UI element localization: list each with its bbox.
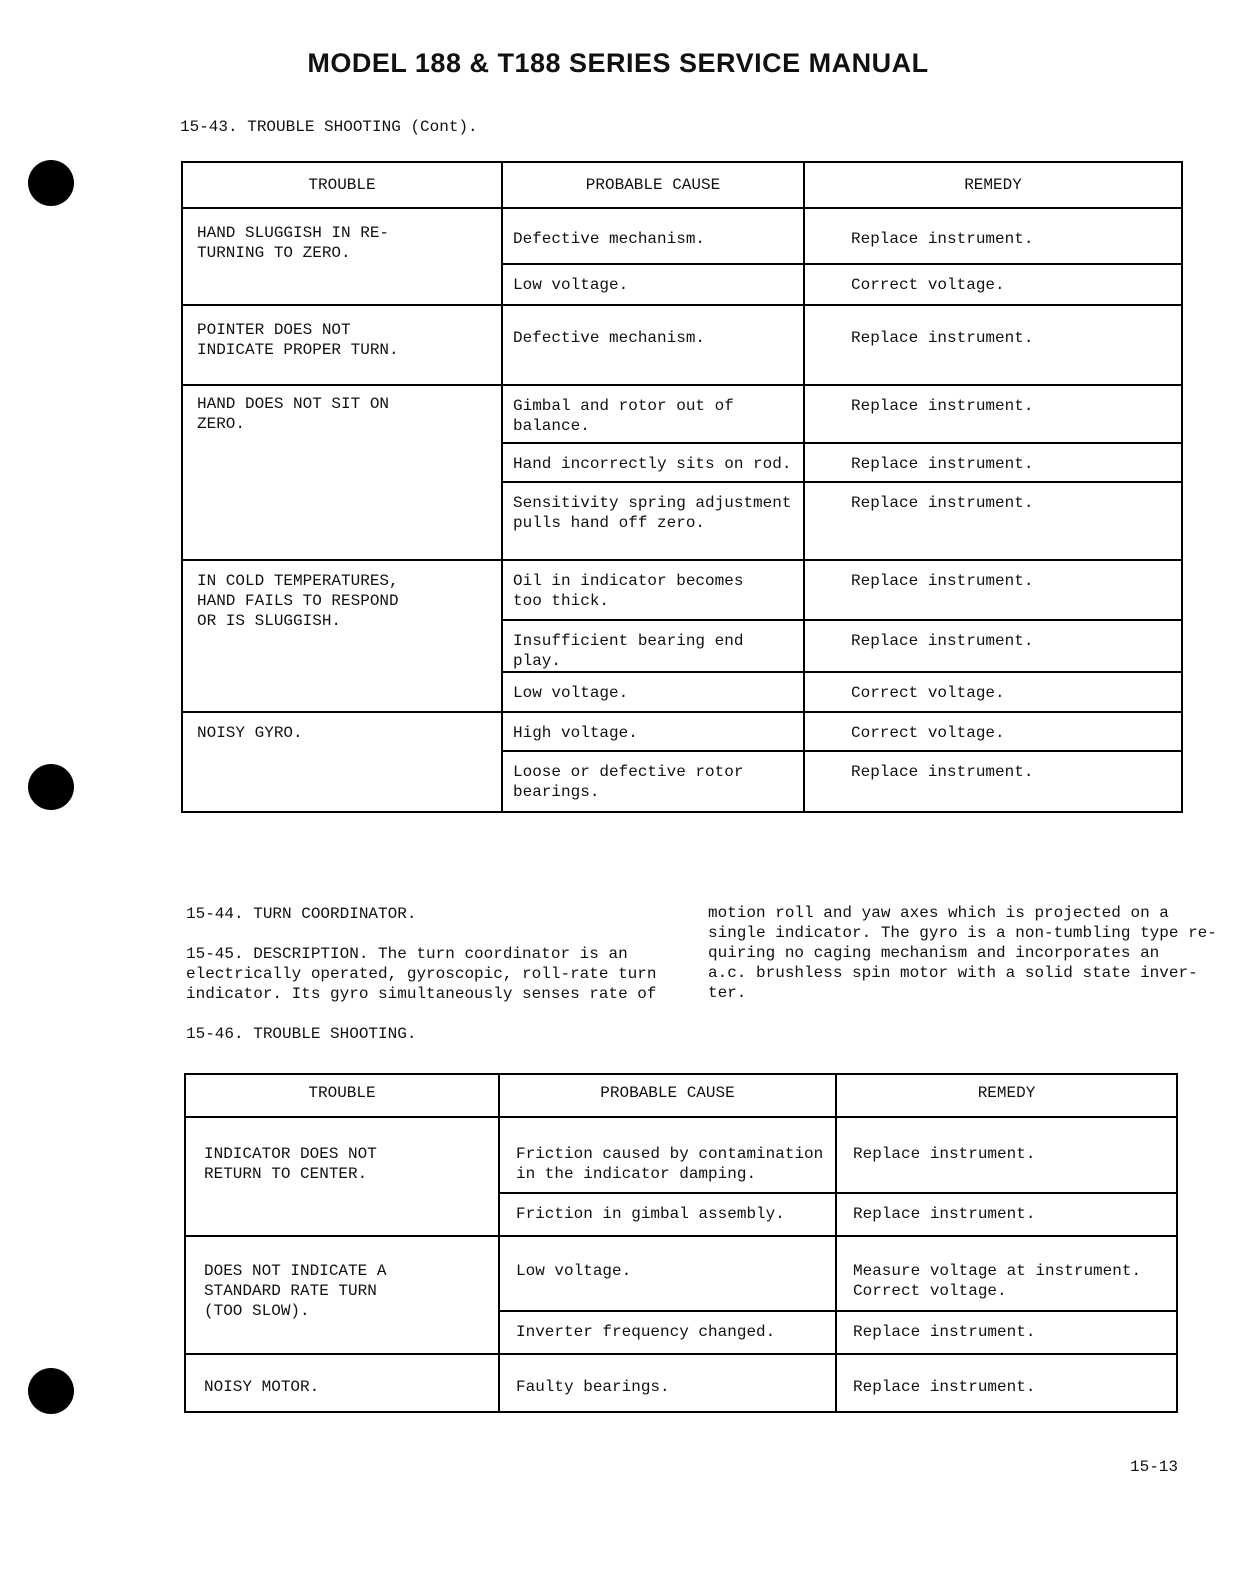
cause-cell: Friction in gimbal assembly.: [499, 1193, 836, 1236]
remedy-cell: Correct voltage.: [804, 264, 1182, 305]
cause-cell: Defective mechanism.: [502, 305, 804, 385]
remedy-cell: Replace instrument.: [804, 443, 1182, 482]
remedy-cell: Replace instrument.: [804, 620, 1182, 672]
cause-cell: Hand incorrectly sits on rod.: [502, 443, 804, 482]
cause-cell: High voltage.: [502, 712, 804, 751]
table-row: [182, 712, 1182, 751]
remedy-cell: Replace instrument.: [804, 385, 1182, 443]
cause-cell: Sensitivity spring adjustment pulls hand off zero.: [502, 482, 804, 560]
remedy-cell: Replace instrument.: [836, 1311, 1177, 1354]
section-heading-15-46: 15-46. TROUBLE SHOOTING.: [186, 1025, 417, 1043]
cause-cell: Inverter frequency changed.: [499, 1311, 836, 1354]
column-header-probable-cause: PROBABLE CAUSE: [499, 1074, 836, 1117]
remedy-cell: Correct voltage.: [804, 672, 1182, 712]
trouble-cell: INDICATOR DOES NOT RETURN TO CENTER.: [185, 1117, 499, 1236]
table-row: [185, 1354, 1177, 1412]
trouble-cell: POINTER DOES NOT INDICATE PROPER TURN.: [182, 305, 502, 385]
binder-hole: [28, 160, 74, 206]
table-row: [182, 385, 1182, 443]
trouble-cell: IN COLD TEMPERATURES, HAND FAILS TO RESPOND OR IS SLUGGISH.: [182, 560, 502, 712]
remedy-cell: Replace instrument.: [804, 482, 1182, 560]
remedy-cell: Correct voltage.: [804, 712, 1182, 751]
trouble-cell: NOISY GYRO.: [182, 712, 502, 812]
remedy-cell: Replace instrument.: [836, 1117, 1177, 1193]
table-header-row: [185, 1074, 1177, 1117]
cause-cell: Insufficient bearing end play.: [502, 620, 804, 672]
binder-hole: [28, 1368, 74, 1414]
trouble-cell: NOISY MOTOR.: [185, 1354, 499, 1412]
description-right-column: motion roll and yaw axes which is projected on a single indicator. The gyro is a non-tumbling type re- quiring no caging mechanism and incorporates an a.c. brushless spin motor with a solid state inver- ter.: [708, 904, 1217, 1002]
cause-cell: Loose or defective rotor bearings.: [502, 751, 804, 812]
description-left-column: 15-45. DESCRIPTION. The turn coordinator is an electrically operated, gyroscopic, roll-rate turn indicator. Its gyro simultaneously senses rate of: [186, 945, 657, 1003]
column-header-probable-cause: PROBABLE CAUSE: [502, 162, 804, 208]
remedy-cell: Replace instrument.: [804, 305, 1182, 385]
cause-cell: Low voltage.: [502, 672, 804, 712]
cause-cell: Oil in indicator becomes too thick.: [502, 560, 804, 620]
table-row: [182, 305, 1182, 385]
table-header-row: [182, 162, 1182, 208]
remedy-cell: Replace instrument.: [836, 1193, 1177, 1236]
cause-cell: Faulty bearings.: [499, 1354, 836, 1412]
remedy-cell: Replace instrument.: [804, 560, 1182, 620]
table-row: [185, 1236, 1177, 1311]
remedy-cell: Replace instrument.: [804, 208, 1182, 264]
section-heading-15-44: 15-44. TURN COORDINATOR.: [186, 905, 417, 923]
remedy-cell: Replace instrument.: [836, 1354, 1177, 1412]
table-row: [185, 1117, 1177, 1193]
cause-cell: Defective mechanism.: [502, 208, 804, 264]
cause-cell: Low voltage.: [502, 264, 804, 305]
trouble-cell: HAND SLUGGISH IN RE- TURNING TO ZERO.: [182, 208, 502, 305]
trouble-shooting-table-cont: [181, 161, 1183, 813]
column-header-remedy: REMEDY: [804, 162, 1182, 208]
page-number: 15-13: [1130, 1458, 1179, 1476]
page-title: MODEL 188 & T188 SERIES SERVICE MANUAL: [307, 48, 929, 78]
binder-hole: [28, 764, 74, 810]
column-header-trouble: TROUBLE: [185, 1074, 499, 1117]
trouble-shooting-table-turn-coordinator: [184, 1073, 1178, 1413]
remedy-cell: Replace instrument.: [804, 751, 1182, 812]
trouble-cell: DOES NOT INDICATE A STANDARD RATE TURN (TOO SLOW).: [185, 1236, 499, 1354]
column-header-remedy: REMEDY: [836, 1074, 1177, 1117]
remedy-cell: Measure voltage at instrument. Correct voltage.: [836, 1236, 1177, 1311]
table-row: [182, 208, 1182, 264]
cause-cell: Gimbal and rotor out of balance.: [502, 385, 804, 443]
table-row: [182, 560, 1182, 620]
trouble-cell: HAND DOES NOT SIT ON ZERO.: [182, 385, 502, 560]
cause-cell: Low voltage.: [499, 1236, 836, 1311]
cause-cell: Friction caused by contamination in the indicator damping.: [499, 1117, 836, 1193]
column-header-trouble: TROUBLE: [182, 162, 502, 208]
section-heading-15-43: 15-43. TROUBLE SHOOTING (Cont).: [180, 118, 478, 136]
